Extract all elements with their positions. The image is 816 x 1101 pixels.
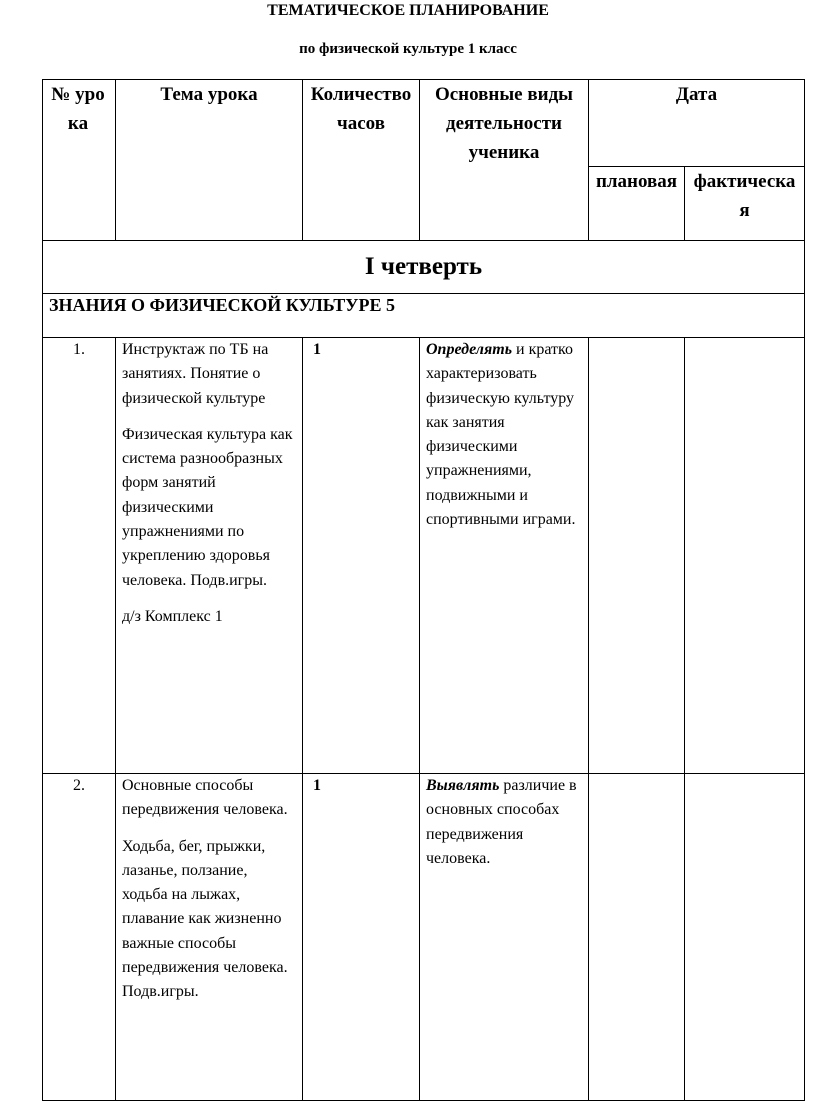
row-activities: Выявлять различие в основных способах передвижения человека.: [420, 774, 589, 1101]
row-activities: Определять и кратко характеризовать физическую культуру как занятия физическими упражнениями, подвижными и спортивными играми.: [420, 338, 589, 774]
lesson-plan-table: [42, 79, 805, 1101]
table-row: [43, 338, 805, 774]
row-actual-date: [685, 338, 805, 774]
row-number: 1.: [43, 338, 116, 774]
row-planned-date: [589, 338, 685, 774]
section-heading: ЗНАНИЯ О ФИЗИЧЕСКОЙ КУЛЬТУРЕ 5: [43, 294, 805, 338]
row-hours: 1: [303, 338, 420, 774]
quarter-heading: I четверть: [43, 241, 805, 294]
header-actual: фактическая: [685, 167, 805, 241]
document-subtitle: по физической культуре 1 класс: [299, 41, 517, 57]
header-lesson-number: № урока: [43, 80, 116, 241]
header-topic: Тема урока: [116, 80, 303, 241]
row-actual-date: [685, 774, 805, 1101]
header-activities: Основные виды деятельности ученика: [420, 80, 589, 241]
row-planned-date: [589, 774, 685, 1101]
table-row: [43, 774, 805, 1101]
row-number: 2.: [43, 774, 116, 1101]
row-topic: Инструктаж по ТБ на занятиях. Понятие о физической культуре Физическая культура как система разнообразных форм занятий физическими упражнениями по укреплению здоровья человека. Подв.игры. д/з Комплекс 1: [116, 338, 303, 774]
header-date: Дата: [589, 80, 805, 167]
row-topic: Основные способы передвижения человека. Ходьба, бег, прыжки, лазанье, ползание, ходьба на лыжах, плавание как жизненно важные способы передвижения человека. Подв.игры.: [116, 774, 303, 1101]
document-title: ТЕМАТИЧЕСКОЕ ПЛАНИРОВАНИЕ: [267, 2, 549, 19]
row-hours: 1: [303, 774, 420, 1101]
header-planned: плановая: [589, 167, 685, 241]
header-hours: Количество часов: [303, 80, 420, 241]
